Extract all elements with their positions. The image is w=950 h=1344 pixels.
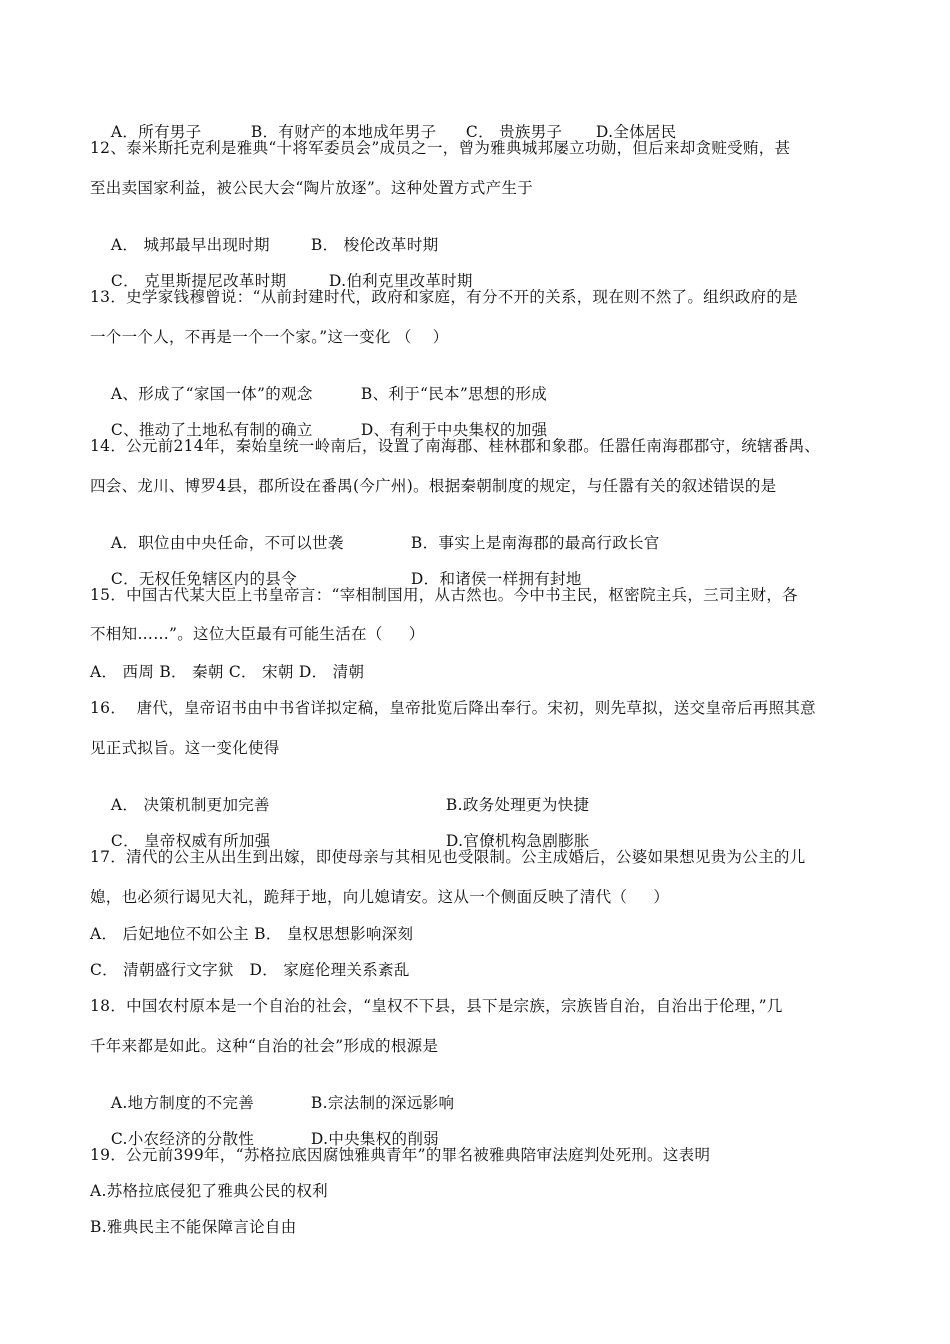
q12-option-a: A． 城邦最早出现时期 (110, 236, 270, 254)
q12-option-b: B． 梭伦改革时期 (310, 236, 439, 254)
q11-option-c: C． 贵族男子 (465, 123, 563, 141)
q11-option-b: B．有财产的本地成年男子 (250, 123, 437, 141)
q14-option-d: D．和诸侯一样拥有封地 (410, 570, 582, 588)
q18-stem-line2: 千年来都是如此。这种“自治的社会”形成的根源是 (90, 1037, 439, 1055)
q18-stem-line1: 18．中国农村原本是一个自治的社会，“皇权不下县，县下是宗族，宗族皆自治，自治出于伦理，”几 (90, 997, 783, 1015)
q13-option-a: A、形成了“家国一体”的观念 (110, 385, 313, 403)
q19-stem-line1: 19．公元前399年，“苏格拉底因腐蚀雅典青年”的罪名被雅典陪审法庭判处死刑。这表明 (90, 1146, 711, 1164)
q15-stem-line2: 不相知……”。这位大臣最有可能生活在（ ） (90, 625, 425, 643)
q16-option-b: B.政务处理更为快捷 (445, 796, 590, 814)
q11-option-d: D.全体居民 (595, 123, 677, 141)
q14-option-c: C．无权任免辖区内的县令 (110, 570, 297, 588)
q18-option-b: B.宗法制的深远影响 (310, 1094, 455, 1112)
q18-option-d: D.中央集权的削弱 (310, 1130, 439, 1148)
q16-option-d: D.官僚机构急剧膨胀 (445, 832, 590, 850)
q16-stem-line1: 16． 唐代，皇帝诏书由中书省详拟定稿，皇帝批览后降出奉行。宋初，则先草拟，送交皇帝后再照其意 (90, 699, 816, 717)
q16-option-a: A． 决策机制更加完善 (110, 796, 270, 814)
q14-stem-line2: 四会、龙川、博罗4县，郡所设在番禺(今广州)。根据秦朝制度的规定，与任嚣有关的叙述错误的是 (90, 477, 777, 495)
q14-option-b: B．事实上是南海郡的最高行政长官 (410, 534, 660, 552)
q13-option-b: B、利于“民本”思想的形成 (360, 385, 548, 403)
q16-option-c: C． 皇帝权威有所加强 (110, 832, 271, 850)
q15-stem-line1: 15．中国古代某大臣上书皇帝言：“宰相制国用，从古然也。今中书主民，枢密院主兵，三司主财，各 (90, 586, 798, 604)
q12-stem-line2: 至出卖国家利益，被公民大会“陶片放逐”。这种处置方式产生于 (90, 179, 534, 197)
q12-option-c: C． 克里斯提尼改革时期 (110, 272, 287, 290)
q12-stem-line1: 12、泰米斯托克利是雅典“十将军委员会”成员之一，曾为雅典城邦屡立功勋，但后来却贪赃受贿，甚 (90, 139, 791, 157)
q13-option-c: C、推动了土地私有制的确立 (110, 421, 313, 439)
q12-option-d: D.伯利克里改革时期 (328, 272, 473, 290)
q17-stem-line1: 17．清代的公主从出生到出嫁，即使母亲与其相见也受限制。公主成婚后，公婆如果想见贵为公主的儿 (90, 848, 806, 866)
q18-option-a: A.地方制度的不完善 (110, 1094, 255, 1112)
q14-option-a: A．职位由中央任命，不可以世袭 (110, 534, 344, 552)
q19-option-b: B.雅典民主不能保障言论自由 (90, 1218, 297, 1236)
q17-options-ab: A． 后妃地位不如公主 B． 皇权思想影响深刻 (90, 925, 414, 943)
q19-option-a: A.苏格拉底侵犯了雅典公民的权利 (90, 1182, 328, 1200)
q18-option-c: C.小农经济的分散性 (110, 1130, 255, 1148)
q17-stem-line2: 媳，也必须行谒见大礼，跪拜于地，向儿媳请安。这从一个侧面反映了清代（ ） (90, 888, 670, 906)
q13-stem-line1: 13．史学家钱穆曾说：“从前封建时代，政府和家庭，有分不开的关系，现在则不然了。组织政府的是 (90, 288, 798, 306)
q16-stem-line2: 见正式拟旨。这一变化使得 (90, 739, 280, 757)
q15-options: A． 西周 B． 秦朝 C． 宋朝 D． 清朝 (90, 663, 365, 681)
q17-options-cd: C． 清朝盛行文字狱 D． 家庭伦理关系紊乱 (90, 961, 410, 979)
q14-stem-line1: 14．公元前214年，秦始皇统一岭南后，设置了南海郡、桂林郡和象郡。任嚣任南海郡郡守，统辖番禺、 (90, 437, 821, 455)
q13-stem-line2: 一个一个人，不再是一个一个家。”这一变化 （ ） (90, 328, 449, 346)
q13-option-d: D、有利于中央集权的加强 (360, 421, 548, 439)
q11-option-a: A．所有男子 (110, 123, 202, 141)
